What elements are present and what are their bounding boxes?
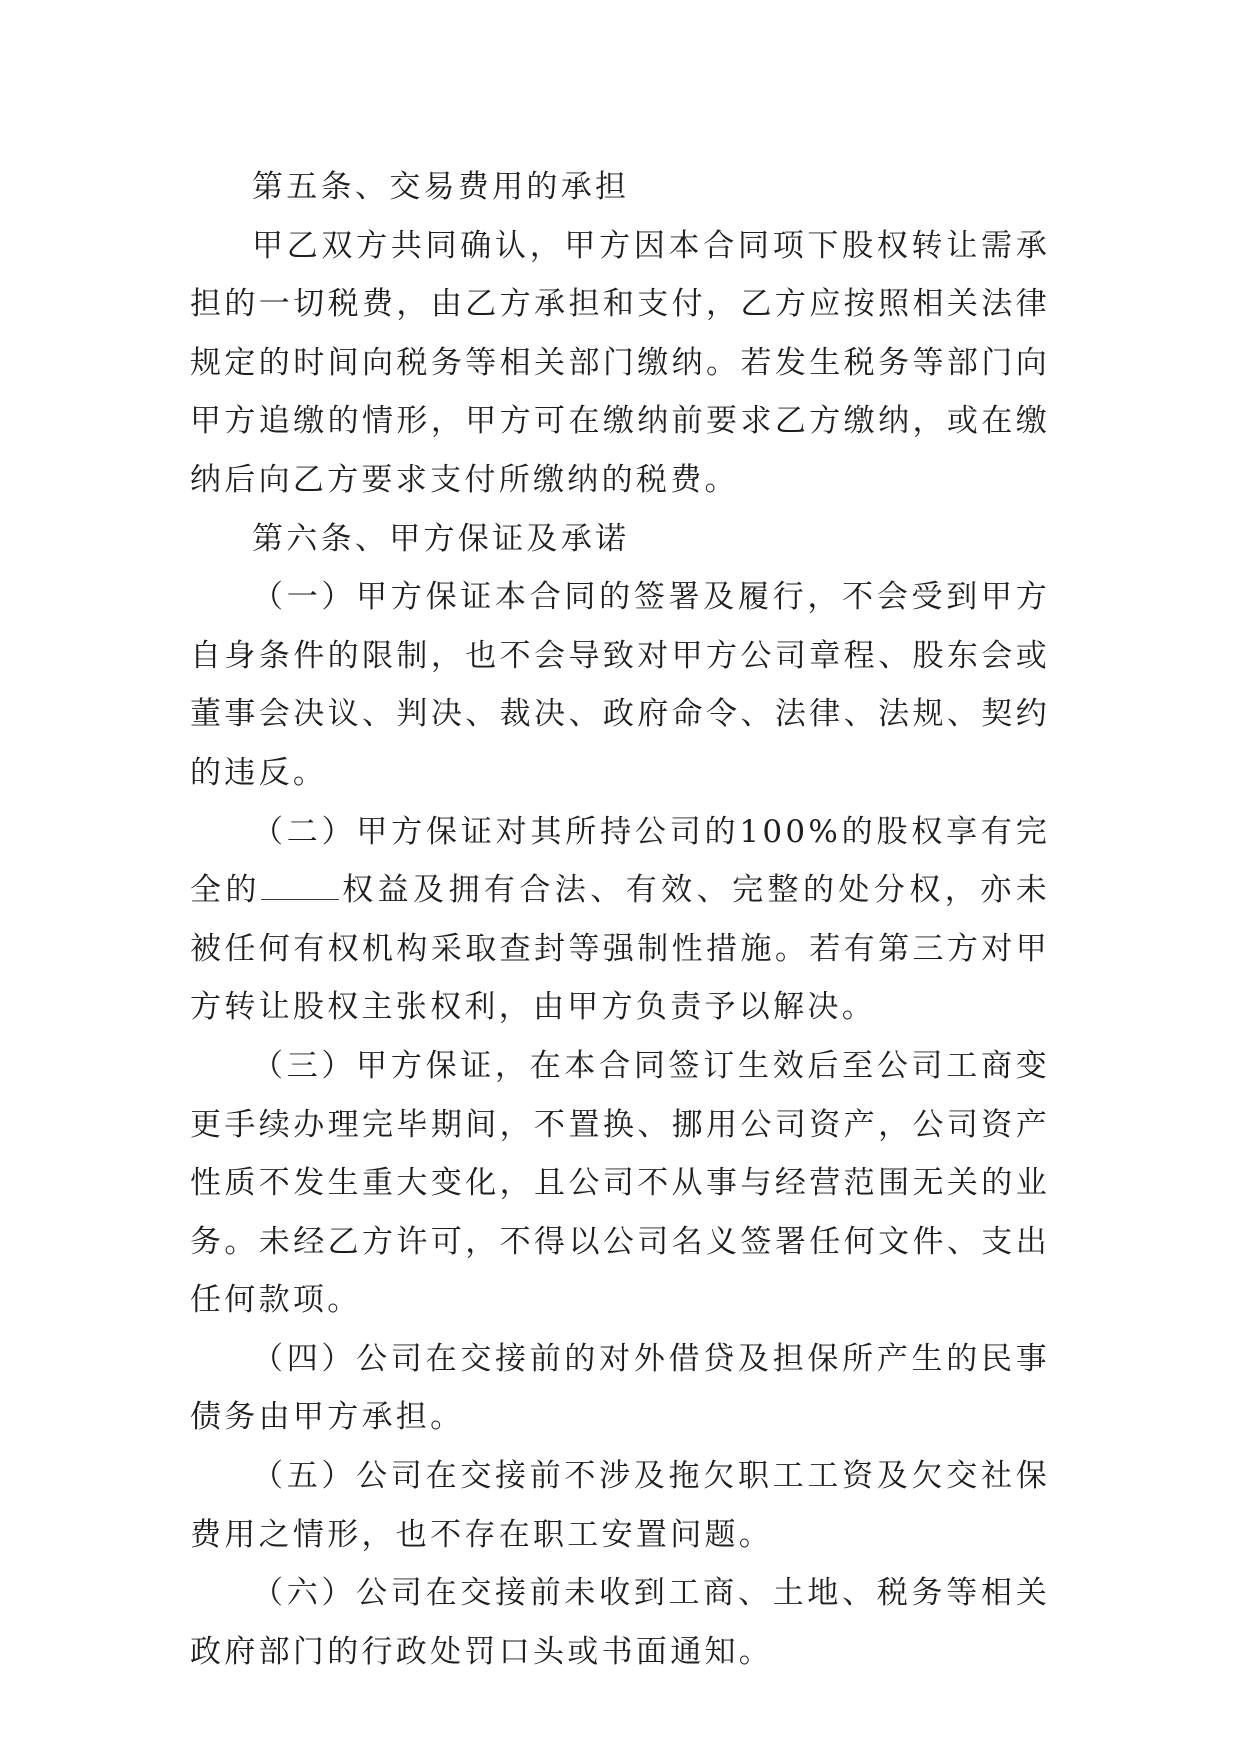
document-body	[190, 158, 1050, 1681]
article-6-heading: 第六条、甲方保证及承诺	[252, 520, 630, 557]
article-6-item-1: （一）甲方保证本合同的签署及履行，不会受到甲方自身条件的限制，也不会导致对甲方公司章程、股东会或董事会决议、判决、裁决、政府命令、法律、法规、契约的违反。	[190, 579, 1050, 791]
fill-in-blank	[261, 871, 339, 900]
article-6-item-3: （三）甲方保证，在本合同签订生效后至公司工商变更手续办理完毕期间，不置换、挪用公司资产，公司资产性质不发生重大变化，且公司不从事与经营范围无关的业务。未经乙方许可，不得以公司名义签署任何文件、支出任何款项。	[190, 1047, 1050, 1319]
article-6-item-2	[190, 803, 1050, 1037]
article-6-item-2-text-before: （二）甲方保证对其所持公司的100%的股权享有完全的	[190, 813, 1050, 909]
article-6-item-4: （四）公司在交接前的对外借贷及担保所产生的民事债务由甲方承担。	[190, 1340, 1050, 1436]
article-6-item-2-text-after: 权益及拥有合法、有效、完整的处分权，亦未被任何有权机构采取查封等强制性措施。若有第三方对甲方转让股权主张权利，由甲方负责予以解决。	[190, 872, 1051, 1026]
article-5-heading: 第五条、交易费用的承担	[252, 169, 630, 205]
article-6-item-6: （六）公司在交接前未收到工商、土地、税务等相关政府部门的行政处罚口头或书面通知。	[190, 1575, 1050, 1670]
article-6-item-5: （五）公司在交接前不涉及拖欠职工工资及欠交社保费用之情形，也不存在职工安置问题。	[190, 1458, 1050, 1553]
article-5-paragraph: 甲乙双方共同确认，甲方因本合同项下股权转让需承担的一切税费，由乙方承担和支付，乙方应按照相关法律规定的时间向税务等相关部门缴纳。若发生税务等部门向甲方追缴的情形，甲方可在缴纳前要求乙方缴纳，或在缴纳后向乙方要求支付所缴纳的税费。	[190, 227, 1050, 498]
